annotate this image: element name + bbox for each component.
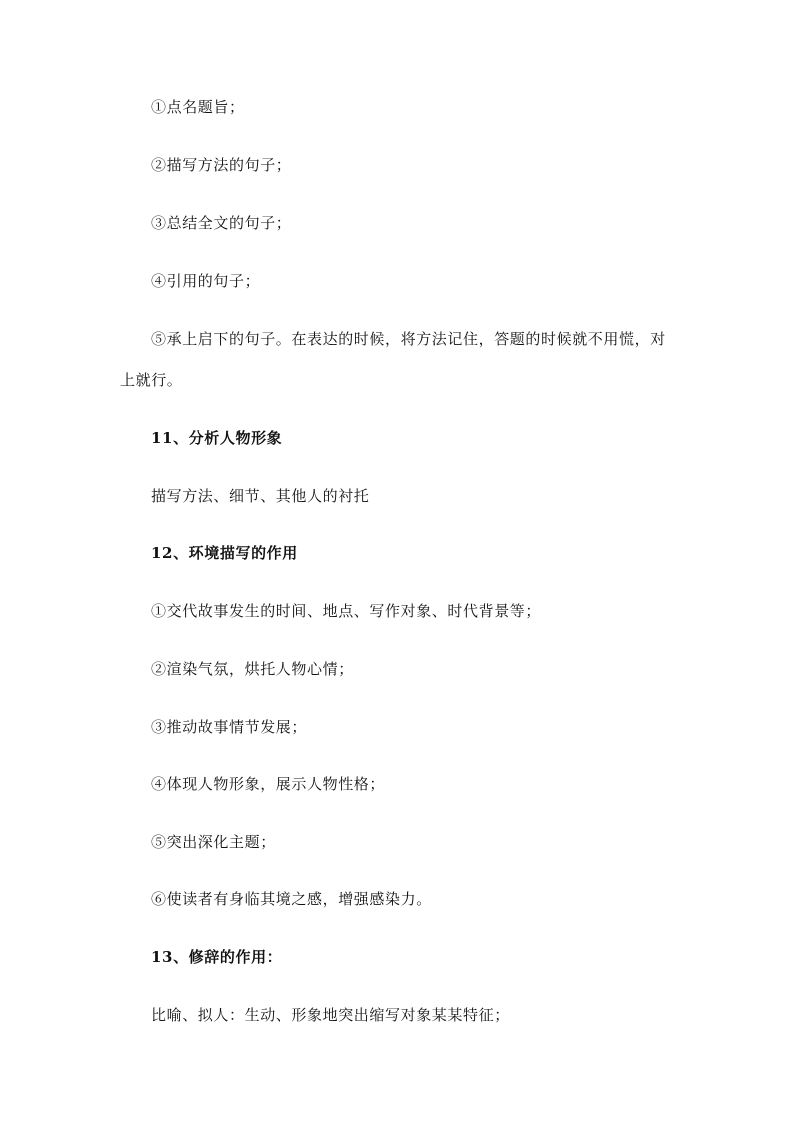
section-heading: 12、环境描写的作用 xyxy=(151,544,298,562)
list-item: 比喻、拟人：生动、形象地突出缩写对象某某特征； xyxy=(151,1006,510,1024)
section-heading: 11、分析人物形象 xyxy=(151,429,283,447)
list-item: ④体现人物形象，展示人物性格； xyxy=(151,775,386,793)
section-heading: 13、修辞的作用： xyxy=(151,948,283,966)
list-item: ①交代故事发生的时间、地点、写作对象、时代背景等； xyxy=(151,602,542,620)
list-item: ⑤突出深化主题； xyxy=(151,833,276,851)
list-item: ①点名题旨； xyxy=(151,98,245,116)
list-item: ③总结全文的句子； xyxy=(151,214,292,232)
list-item: ④引用的句子； xyxy=(151,272,261,290)
list-item: ②渲染气氛，烘托人物心情； xyxy=(151,660,354,678)
paragraph-line: ⑤承上启下的句子。在表达的时候，将方法记住，答题的时候就不用慌，对 xyxy=(151,330,666,348)
paragraph-continuation: 上就行。 xyxy=(120,371,183,389)
list-item: ③推动故事情节发展； xyxy=(151,718,308,736)
list-item: ⑥使读者有身临其境之感，增强感染力。 xyxy=(151,890,432,908)
list-item: ②描写方法的句子； xyxy=(151,156,292,174)
list-item: 描写方法、细节、其他人的衬托 xyxy=(151,487,370,505)
